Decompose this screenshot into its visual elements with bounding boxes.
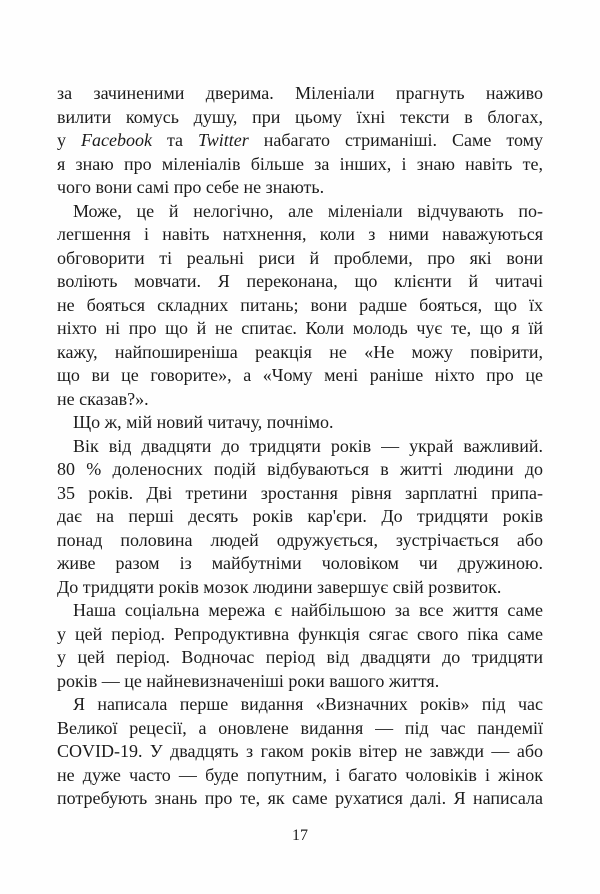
text-segment: До тридцяти років мозок людини завершує свій розвиток. <box>57 576 502 597</box>
text-segment: Може, це й нелогічно, але міленіали відчувають по- <box>73 200 543 221</box>
text-line <box>57 129 543 153</box>
text-line <box>57 670 543 694</box>
text-line <box>57 458 543 482</box>
text-segment: та <box>151 130 199 150</box>
text-segment: Великої рецесії, а оновлене видання — під час пандемії <box>57 717 543 738</box>
text-segment: воліють мовчати. Я переконана, що клієнти й читачі <box>57 271 543 291</box>
text-line <box>57 693 543 717</box>
text-line <box>57 364 543 388</box>
italic-text: Facebook <box>81 130 152 150</box>
text-segment: 35 років. Дві третини зростання рівня зарплатні припа- <box>57 482 543 503</box>
text-segment: COVID-19. У двадцять з гаком років вітер не завжди — або <box>57 741 543 761</box>
text-line <box>57 482 543 506</box>
text-segment: 80 % доленосних подій відбуваються в житті людини до <box>57 459 543 479</box>
text-line <box>57 435 543 459</box>
text-line <box>57 717 543 741</box>
paragraph <box>57 435 543 600</box>
text-line <box>57 82 543 106</box>
text-segment: не бояться складних питань; вони радше бояться, що їх <box>57 294 543 315</box>
text-line <box>57 341 543 365</box>
text-segment: Наша соціальна мережа є найбільшою за все життя саме <box>73 600 543 620</box>
text-line <box>57 153 543 177</box>
text-block <box>57 82 543 811</box>
text-segment: не сказав?». <box>57 388 149 409</box>
text-segment: потребують знань про те, як саме рухатися далі. Я написала <box>57 788 543 808</box>
text-line <box>57 200 543 224</box>
paragraph <box>57 82 543 200</box>
text-segment: у цей період. Репродуктивна функція сягає свого піка саме <box>57 623 543 644</box>
text-line <box>57 764 543 788</box>
text-line <box>57 106 543 130</box>
text-line <box>57 740 543 764</box>
text-line <box>57 623 543 647</box>
text-segment: у цей період. Водночас період від двадцяти до тридцяти <box>57 647 543 667</box>
text-segment: обговорити ті реальні риси й проблеми, про які вони <box>57 247 543 268</box>
text-segment: не дуже часто — буде попутним, і багато чоловіків і жінок <box>57 764 543 785</box>
text-line <box>57 411 543 435</box>
text-segment: ніхто ні про що й не спитає. Коли молодь чує те, що я їй <box>57 318 543 338</box>
text-segment: кажу, найпоширеніша реакція не «Не можу повірити, <box>57 341 543 362</box>
text-line <box>57 646 543 670</box>
text-segment: набагато стриманіші. Саме тому <box>248 130 543 150</box>
paragraph <box>57 411 543 435</box>
text-segment: років — це найневизначеніші роки вашого життя. <box>57 670 440 691</box>
text-line <box>57 787 543 811</box>
text-line <box>57 294 543 318</box>
text-segment: дає на перші десять років кар'єри. До тридцяти років <box>57 506 543 526</box>
text-segment: вилити комусь душу, при цьому їхні тексти в блогах, <box>57 106 543 127</box>
paragraph <box>57 693 543 811</box>
paragraph <box>57 200 543 412</box>
paragraph <box>57 599 543 693</box>
text-line <box>57 176 543 200</box>
text-segment: легшення і навіть натхнення, коли з ними наважуються <box>57 224 543 244</box>
text-segment: за зачиненими дверима. Міленіали прагнуть наживо <box>57 83 543 103</box>
text-segment: Я написала перше видання «Визначних років» під час <box>73 694 543 714</box>
text-segment: понад половина людей одружується, зустрічається або <box>57 529 543 550</box>
text-segment: чого вони самі про себе не знають. <box>57 177 325 197</box>
page-number: 17 <box>292 827 308 844</box>
text-segment: що ви це говорите», а «Чому мені раніше ніхто про це <box>57 365 543 385</box>
text-line <box>57 552 543 576</box>
text-segment: у <box>57 130 81 150</box>
text-segment: живе разом із майбутніми чоловіком чи дружиною. <box>57 553 543 573</box>
text-segment: Вік від двадцяти до тридцяти років — украй важливий. <box>73 435 543 456</box>
text-line <box>57 270 543 294</box>
text-line <box>57 223 543 247</box>
text-line <box>57 317 543 341</box>
text-line <box>57 576 543 600</box>
text-line <box>57 388 543 412</box>
italic-text: Twitter <box>198 130 249 150</box>
text-line <box>57 505 543 529</box>
text-line <box>57 599 543 623</box>
text-segment: Що ж, мій новий читачу, почнімо. <box>73 412 334 432</box>
text-line <box>57 529 543 553</box>
text-segment: я знаю про міленіалів більше за інших, і знаю навіть те, <box>57 153 543 174</box>
text-line <box>57 247 543 271</box>
